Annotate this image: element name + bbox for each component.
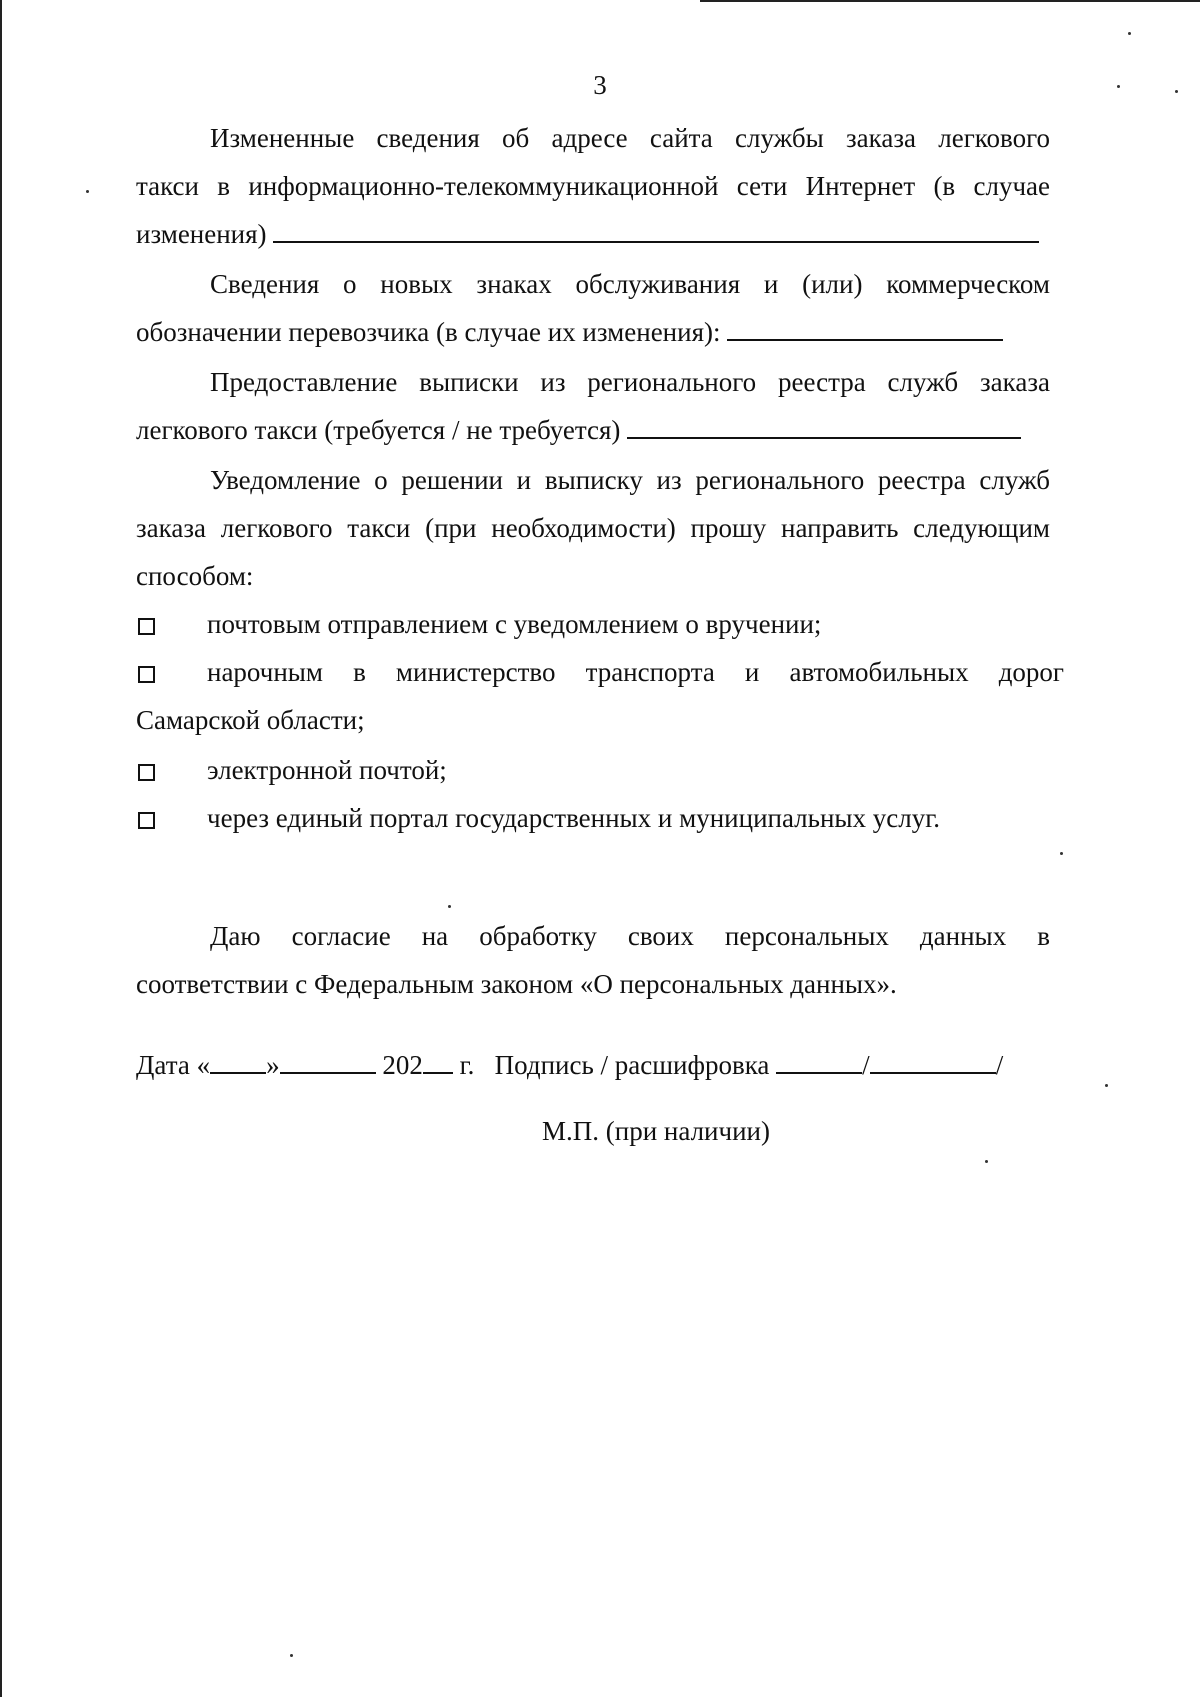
section2-line1: Сведения о новых знаках обслуживания и (или) коммерческом: [210, 269, 1050, 299]
page-number: 3: [593, 70, 607, 100]
year-field[interactable]: [423, 1048, 453, 1074]
date-month-field[interactable]: [280, 1048, 376, 1074]
signature-transcript-field[interactable]: [870, 1048, 996, 1074]
signature-label: Подпись / расшифровка: [494, 1050, 770, 1080]
year-suffix: г.: [459, 1050, 475, 1080]
delivery-courier-label: нарочным в министерство транспорта и автомобильных дорог: [207, 657, 1064, 687]
signature-line: [136, 1048, 1050, 1081]
scan-speck: [290, 1654, 293, 1657]
scan-edge-top: [700, 0, 1200, 2]
section2-line2-text: обозначении перевозчика (в случае их изменения):: [136, 317, 721, 347]
date-day-field[interactable]: [210, 1048, 266, 1074]
year-prefix: 202: [382, 1050, 423, 1080]
signature-field[interactable]: [776, 1048, 862, 1074]
section3-line1: Предоставление выписки из регионального реестра служб заказа: [210, 367, 1050, 397]
date-close-quote: »: [266, 1050, 280, 1080]
scan-speck: [1128, 32, 1131, 35]
delivery-portal-label: через единый портал государственных и муниципальных услуг.: [207, 803, 941, 833]
registry-extract-field[interactable]: [627, 415, 1021, 439]
scan-speck: [86, 190, 89, 193]
section3-line2-text: легкового такси (требуется / не требуется): [136, 415, 621, 445]
stamp-place: М.П. (при наличии): [542, 1116, 770, 1146]
scan-edge-left: [0, 0, 2, 1697]
delivery-courier-continuation: Самарской области;: [136, 705, 365, 735]
section1-line1: Измененные сведения об адресе сайта службы заказа легкового: [210, 123, 1050, 153]
scan-speck: [1105, 1084, 1108, 1087]
scan-speck: [448, 905, 451, 908]
website-change-field[interactable]: [273, 219, 1039, 243]
delivery-postal-label: почтовым отправлением с уведомлением о вручении;: [207, 609, 822, 639]
delivery-postal-checkbox[interactable]: [138, 618, 155, 635]
consent-line1: Даю согласие на обработку своих персональных данных в: [210, 921, 1050, 951]
delivery-courier-checkbox[interactable]: [138, 666, 155, 683]
section4-line3: способом:: [136, 561, 254, 591]
service-marks-field[interactable]: [727, 317, 1003, 341]
consent-line2: соответствии с Федеральным законом «О персональных данных».: [136, 969, 897, 999]
section1-line2: такси в информационно-телекоммуникационной сети Интернет (в случае: [136, 171, 1050, 201]
section2-line2: [136, 316, 1050, 348]
section4-line2: заказа легкового такси (при необходимости) прошу направить следующим: [136, 513, 1050, 543]
section3-line2: [136, 414, 1050, 446]
scan-speck: [1060, 852, 1063, 855]
delivery-email-checkbox[interactable]: [138, 764, 155, 781]
scan-speck: [985, 1160, 988, 1163]
section4-line1: Уведомление о решении и выписку из регионального реестра служб: [210, 465, 1050, 495]
section1-line3-text: изменения): [136, 219, 267, 249]
section1-line3: [136, 218, 1050, 250]
delivery-portal-checkbox[interactable]: [138, 812, 155, 829]
delivery-email-label: электронной почтой;: [207, 755, 447, 785]
date-label: Дата «: [136, 1050, 211, 1080]
signature-slash-1: /: [862, 1050, 870, 1080]
signature-slash-2: /: [995, 1050, 1004, 1080]
